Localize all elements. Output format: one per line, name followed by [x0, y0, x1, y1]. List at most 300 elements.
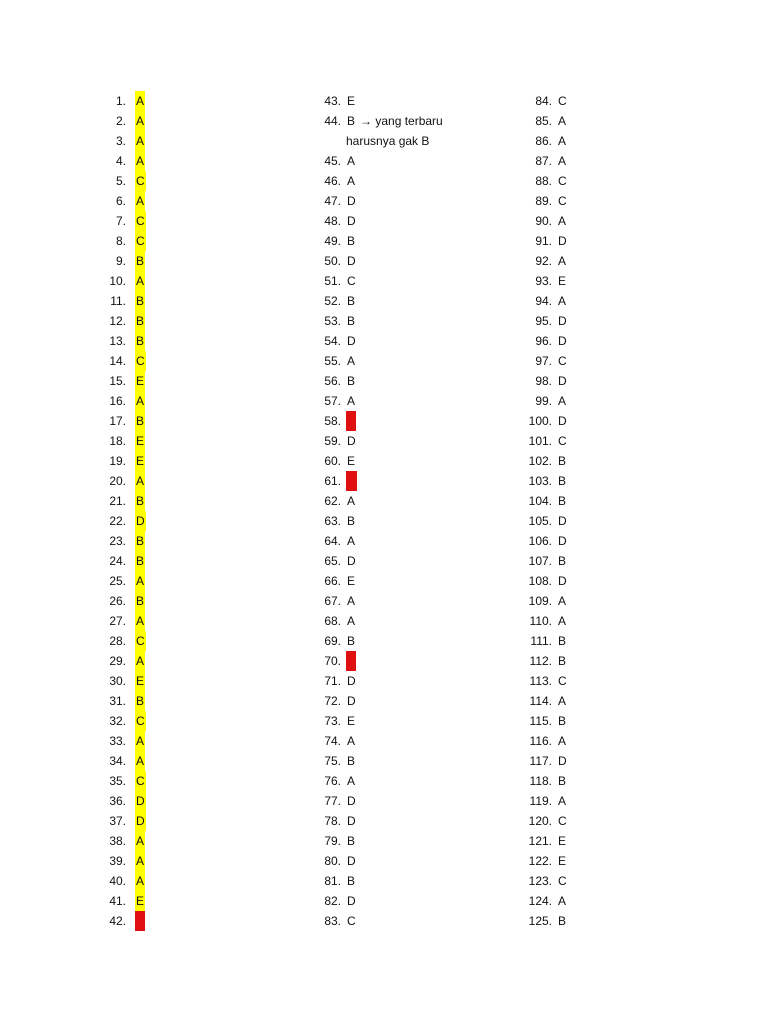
question-number: 5.	[115, 174, 126, 188]
answer-row	[100, 291, 146, 311]
question-number: 108.	[528, 574, 552, 588]
answer-letter: A	[135, 611, 145, 631]
answer-row	[515, 191, 568, 211]
answer-letter: C	[558, 354, 567, 368]
question-number: 16.	[109, 394, 126, 408]
answer-letter: A	[135, 131, 145, 151]
answer-row	[300, 591, 443, 611]
question-number: 49.	[324, 234, 341, 248]
answer-row	[300, 111, 443, 131]
answer-letter: A	[135, 571, 145, 591]
answer-row	[300, 291, 443, 311]
answer-row	[100, 91, 146, 111]
question-number: 69.	[324, 634, 341, 648]
question-number: 12.	[109, 314, 126, 328]
answer-row	[300, 811, 443, 831]
answer-row	[515, 731, 568, 751]
question-number: 79.	[324, 834, 341, 848]
question-number: 98.	[535, 374, 552, 388]
question-number: 39.	[109, 854, 126, 868]
answer-row	[300, 551, 443, 571]
answer-letter: A	[347, 594, 356, 608]
question-number: 105.	[528, 514, 552, 528]
answer-letter: A	[558, 214, 567, 228]
answer-row	[515, 531, 568, 551]
answer-letter: E	[135, 431, 145, 451]
answer-row	[100, 611, 146, 631]
question-number: 71.	[324, 674, 341, 688]
question-number: 100.	[528, 414, 552, 428]
answer-letter: D	[558, 514, 567, 528]
answer-row	[515, 611, 568, 631]
answer-row	[100, 331, 146, 351]
answer-letter: D	[347, 674, 356, 688]
answer-letter: C	[135, 231, 146, 251]
answer-row	[300, 751, 443, 771]
answer-letter: C	[135, 211, 146, 231]
answer-letter: B	[558, 654, 567, 668]
question-number: 113.	[529, 674, 552, 688]
answer-letter: C	[135, 351, 146, 371]
answer-letter: E	[347, 454, 356, 468]
answer-row	[515, 311, 568, 331]
answer-letter: A	[135, 151, 145, 171]
answer-letter: B	[135, 331, 145, 351]
question-number: 82.	[324, 894, 341, 908]
question-number: 87.	[535, 154, 552, 168]
answer-letter: E	[346, 651, 356, 671]
question-number: 20.	[109, 474, 126, 488]
answer-row	[515, 791, 568, 811]
question-number: 60.	[324, 454, 341, 468]
question-number: 2.	[115, 114, 126, 128]
question-number: 33.	[109, 734, 126, 748]
question-number: 125.	[528, 914, 552, 928]
question-number: 42.	[109, 914, 126, 928]
answer-letter: A	[347, 734, 356, 748]
question-number: 24.	[109, 554, 126, 568]
answer-letter: D	[558, 334, 567, 348]
answer-letter: D	[558, 574, 567, 588]
answer-letter: A	[347, 534, 356, 548]
answer-row	[300, 871, 443, 891]
question-number: 15.	[109, 374, 126, 388]
answer-row	[100, 491, 146, 511]
answer-letter: D	[347, 794, 356, 808]
answer-row	[100, 831, 146, 851]
answer-row	[515, 911, 568, 931]
question-number: 26.	[109, 594, 126, 608]
answer-letter: B	[558, 714, 567, 728]
answer-row	[300, 231, 443, 251]
question-number: 92.	[535, 254, 552, 268]
question-number: 59.	[324, 434, 341, 448]
answer-row	[100, 551, 146, 571]
answer-row	[100, 571, 146, 591]
question-number: 56.	[324, 374, 341, 388]
question-number: 19.	[109, 454, 126, 468]
answer-letter: B	[347, 374, 356, 388]
answer-row	[515, 291, 568, 311]
answer-letter: C	[135, 771, 146, 791]
question-number: 94.	[535, 294, 552, 308]
answer-row	[100, 171, 146, 191]
answer-row	[515, 231, 568, 251]
answer-letter: D	[135, 791, 146, 811]
question-number: 10.	[109, 274, 126, 288]
answer-row	[300, 651, 443, 671]
question-number: 66.	[324, 574, 341, 588]
question-number: 88.	[535, 174, 552, 188]
answer-letter: A	[558, 294, 567, 308]
answer-column-2	[300, 91, 443, 931]
question-number: 1.	[115, 94, 126, 108]
answer-letter: A	[347, 614, 356, 628]
answer-letter: B	[347, 314, 356, 328]
answer-letter: B	[347, 754, 356, 768]
answer-letter: D	[558, 534, 567, 548]
question-number: 73.	[324, 714, 341, 728]
answer-row	[100, 871, 146, 891]
question-number: 76.	[324, 774, 341, 788]
answer-row	[515, 891, 568, 911]
question-number: 89.	[535, 194, 552, 208]
question-number: 46.	[324, 174, 341, 188]
question-number: 114.	[529, 694, 552, 708]
question-number: 68.	[324, 614, 341, 628]
answer-letter: A	[135, 871, 145, 891]
question-number: 112.	[529, 654, 552, 668]
question-number: 122.	[528, 854, 552, 868]
answer-row	[515, 391, 568, 411]
answer-letter: A	[135, 751, 145, 771]
question-number: 106.	[528, 534, 552, 548]
answer-row	[300, 851, 443, 871]
answer-letter: E	[346, 411, 356, 431]
answer-letter: A	[558, 694, 567, 708]
answer-row	[100, 211, 146, 231]
question-number: 18.	[109, 434, 126, 448]
answer-letter: A	[347, 494, 356, 508]
answer-row	[100, 231, 146, 251]
answer-row	[515, 571, 568, 591]
question-number: 107.	[528, 554, 552, 568]
answer-letter: A	[558, 394, 567, 408]
answer-row	[100, 811, 146, 831]
answer-row	[100, 451, 146, 471]
question-number: 90.	[535, 214, 552, 228]
answer-row	[100, 271, 146, 291]
answer-letter: D	[347, 894, 356, 908]
answer-letter: A	[135, 111, 145, 131]
answer-row	[300, 251, 443, 271]
answer-letter: D	[558, 234, 567, 248]
answer-letter: E	[135, 451, 145, 471]
answer-row	[300, 311, 443, 331]
question-number: 101.	[528, 434, 552, 448]
answer-row	[100, 911, 146, 931]
answer-row	[100, 711, 146, 731]
answer-row	[100, 251, 146, 271]
question-number: 61.	[324, 474, 341, 488]
answer-row	[100, 631, 146, 651]
question-number: 85.	[535, 114, 552, 128]
answer-letter: B	[558, 474, 567, 488]
question-number: 28.	[109, 634, 126, 648]
answer-row	[300, 691, 443, 711]
answer-letter: E	[558, 274, 567, 288]
answer-row	[515, 471, 568, 491]
answer-letter: A	[558, 734, 567, 748]
question-number: 111.	[530, 634, 552, 648]
answer-letter: A	[558, 894, 567, 908]
answer-column-1	[100, 91, 146, 931]
question-number: 115.	[529, 714, 552, 728]
answer-letter: A	[135, 391, 145, 411]
answer-row	[515, 551, 568, 571]
answer-letter: B	[135, 591, 145, 611]
question-number: 91.	[535, 234, 552, 248]
answer-row	[515, 371, 568, 391]
answer-row	[300, 431, 443, 451]
answer-row	[100, 731, 146, 751]
answer-letter: A	[558, 794, 567, 808]
answer-letter: E	[558, 834, 567, 848]
answer-letter: D	[135, 811, 146, 831]
question-number: 81.	[324, 874, 341, 888]
question-number: 34.	[109, 754, 126, 768]
answer-row	[300, 531, 443, 551]
answer-letter: B	[558, 494, 567, 508]
answer-row	[100, 371, 146, 391]
answer-letter: E	[135, 371, 145, 391]
answer-row	[300, 891, 443, 911]
answer-letter: B	[135, 311, 145, 331]
answer-row	[515, 631, 568, 651]
answer-row	[300, 731, 443, 751]
answer-row	[100, 391, 146, 411]
answer-row	[515, 91, 568, 111]
answer-letter: D	[347, 214, 356, 228]
answer-row	[100, 191, 146, 211]
answer-row	[100, 651, 146, 671]
question-number: 54.	[324, 334, 341, 348]
answer-letter: D	[347, 554, 356, 568]
answer-row	[515, 811, 568, 831]
question-number: 25.	[109, 574, 126, 588]
answer-row	[300, 571, 443, 591]
question-number: 14.	[109, 354, 126, 368]
answer-row	[300, 171, 443, 191]
answer-row	[515, 871, 568, 891]
answer-row	[100, 111, 146, 131]
answer-row	[515, 151, 568, 171]
answer-row	[515, 111, 568, 131]
answer-row	[300, 911, 443, 931]
question-number: 103.	[528, 474, 552, 488]
question-number: 45.	[324, 154, 341, 168]
answer-row	[515, 671, 568, 691]
answer-letter: B	[135, 251, 145, 271]
answer-row	[100, 671, 146, 691]
answer-row	[100, 471, 146, 491]
question-number: 102.	[528, 454, 552, 468]
question-number: 50.	[324, 254, 341, 268]
question-number: 84.	[535, 94, 552, 108]
answer-row	[515, 751, 568, 771]
question-number: 77.	[324, 794, 341, 808]
answer-letter: B	[135, 411, 145, 431]
answer-letter: A	[558, 254, 567, 268]
answer-letter: E	[347, 574, 356, 588]
answer-row	[300, 271, 443, 291]
answer-row	[515, 711, 568, 731]
question-number: 31.	[109, 694, 126, 708]
answer-row	[300, 771, 443, 791]
answer-letter: E	[347, 94, 356, 108]
question-number: 116.	[529, 734, 552, 748]
question-number: 57.	[324, 394, 341, 408]
question-number: 11.	[110, 294, 126, 308]
answer-letter: E	[558, 854, 567, 868]
answer-row	[515, 591, 568, 611]
answer-row	[515, 491, 568, 511]
answer-row	[515, 771, 568, 791]
question-number: 97.	[535, 354, 552, 368]
answer-letter: B	[347, 874, 356, 888]
answer-letter: C	[558, 674, 567, 688]
answer-row	[300, 391, 443, 411]
answer-row	[515, 211, 568, 231]
answer-row	[515, 411, 568, 431]
question-number: 30.	[109, 674, 126, 688]
question-number: 96.	[535, 334, 552, 348]
answer-row	[300, 471, 443, 491]
answer-letter: B	[558, 774, 567, 788]
answer-letter: D	[135, 511, 146, 531]
answer-letter: A	[347, 354, 356, 368]
answer-letter: B	[347, 114, 356, 128]
answer-letter: A	[347, 154, 356, 168]
answer-row	[100, 351, 146, 371]
answer-row	[300, 371, 443, 391]
question-number: 80.	[324, 854, 341, 868]
answer-letter: A	[558, 114, 567, 128]
question-number: 120.	[528, 814, 552, 828]
answer-letter: A	[347, 394, 356, 408]
question-number: 70.	[324, 654, 341, 668]
question-number: 8.	[115, 234, 126, 248]
question-number: 74.	[324, 734, 341, 748]
answer-letter: C	[347, 274, 356, 288]
question-number: 62.	[324, 494, 341, 508]
answer-letter: D	[558, 754, 567, 768]
answer-letter: D	[347, 854, 356, 868]
answer-row	[515, 131, 568, 151]
answer-row	[515, 271, 568, 291]
answer-letter: D	[558, 414, 567, 428]
answer-row	[300, 351, 443, 371]
answer-letter: D	[346, 471, 357, 491]
answer-letter: A	[135, 271, 145, 291]
answer-row	[515, 251, 568, 271]
question-number: 22.	[109, 514, 126, 528]
question-number: 13.	[109, 334, 126, 348]
answer-row	[300, 631, 443, 651]
answer-row	[300, 831, 443, 851]
question-number: 38.	[109, 834, 126, 848]
question-number: 41.	[109, 894, 126, 908]
answer-letter: C	[135, 711, 146, 731]
answer-letter: B	[347, 834, 356, 848]
answer-row	[300, 411, 443, 431]
answer-row	[515, 351, 568, 371]
answer-note-text: harusnya gak B	[346, 134, 430, 148]
question-number: 65.	[324, 554, 341, 568]
answer-letter: A	[347, 174, 356, 188]
question-number: 110.	[529, 614, 552, 628]
answer-row	[515, 511, 568, 531]
answer-column-3	[515, 91, 568, 931]
answer-row	[300, 91, 443, 111]
answer-letter: A	[558, 134, 567, 148]
answer-letter: B	[135, 551, 145, 571]
answer-letter: D	[347, 254, 356, 268]
answer-letter: C	[347, 914, 356, 928]
answer-row	[300, 791, 443, 811]
question-number: 36.	[109, 794, 126, 808]
answer-note: → yang terbaru	[360, 114, 443, 128]
question-number: 47.	[324, 194, 341, 208]
answer-row	[100, 131, 146, 151]
answer-note-continuation	[300, 131, 443, 151]
answer-letter: C	[558, 434, 567, 448]
answer-row	[100, 891, 146, 911]
answer-row	[100, 531, 146, 551]
answer-letter: D	[347, 814, 356, 828]
question-number: 86.	[535, 134, 552, 148]
answer-letter: E	[135, 911, 145, 931]
answer-letter: B	[347, 634, 356, 648]
question-number: 32.	[109, 714, 126, 728]
answer-letter: E	[135, 671, 145, 691]
answer-row	[515, 831, 568, 851]
answer-row	[300, 191, 443, 211]
question-number: 53.	[324, 314, 341, 328]
answer-row	[100, 691, 146, 711]
question-number: 95.	[535, 314, 552, 328]
question-number: 117.	[529, 754, 552, 768]
answer-letter: B	[135, 491, 145, 511]
answer-letter: C	[558, 874, 567, 888]
answer-row	[100, 751, 146, 771]
answer-row	[515, 651, 568, 671]
answer-row	[100, 431, 146, 451]
question-number: 75.	[324, 754, 341, 768]
answer-letter: C	[135, 631, 146, 651]
answer-row	[300, 511, 443, 531]
question-number: 6.	[115, 194, 126, 208]
answer-letter: E	[135, 891, 145, 911]
answer-row	[515, 331, 568, 351]
answer-row	[100, 411, 146, 431]
answer-row	[100, 591, 146, 611]
answer-row	[515, 691, 568, 711]
answer-row	[300, 451, 443, 471]
answer-row	[300, 211, 443, 231]
question-number: 51.	[324, 274, 341, 288]
answer-letter: A	[135, 191, 145, 211]
